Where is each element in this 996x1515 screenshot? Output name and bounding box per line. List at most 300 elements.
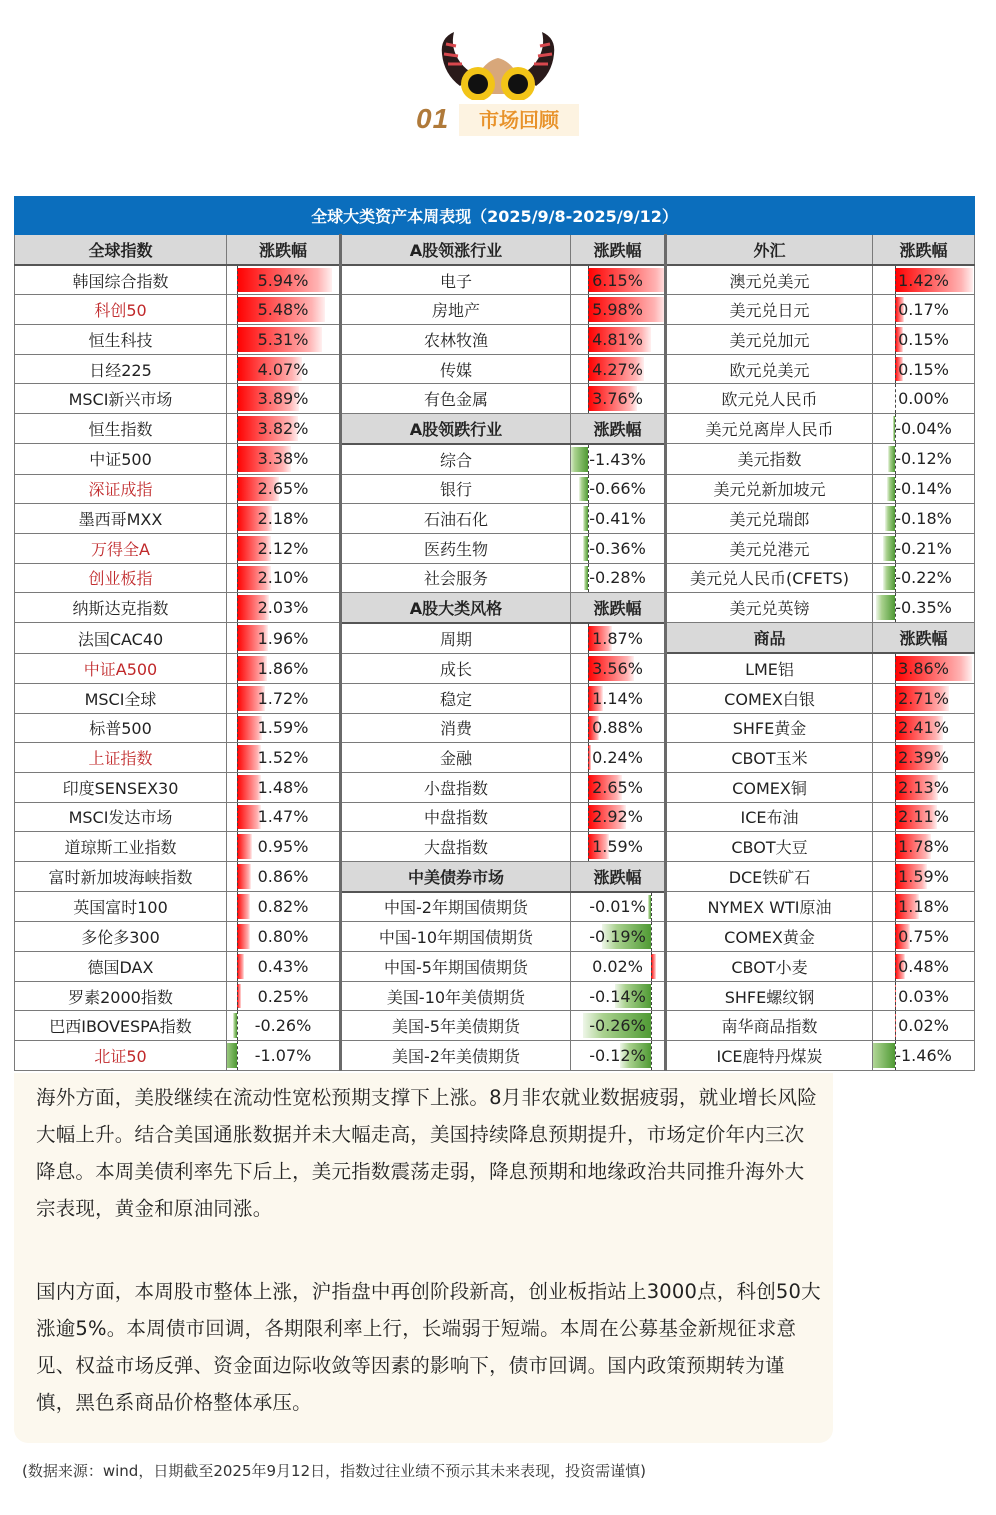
- zero-axis: [895, 982, 896, 1011]
- change-pct-cell: [571, 713, 666, 743]
- change-pct-value: 1.72%: [257, 688, 309, 708]
- column-header-change-pct: 涨跌幅: [571, 593, 666, 623]
- zero-axis: [588, 773, 589, 802]
- asset-name-cell: 罗素2000指数: [15, 981, 227, 1011]
- asset-name-cell: CBOT玉米: [666, 743, 873, 773]
- change-pct-value: 2.12%: [257, 538, 309, 558]
- zero-axis: [237, 982, 238, 1011]
- change-pct-value: -0.22%: [895, 568, 952, 588]
- negative-bar: [885, 506, 895, 531]
- zero-axis: [237, 475, 238, 504]
- change-pct-cell: [571, 295, 666, 325]
- positive-bar: [237, 834, 252, 859]
- change-pct-cell: [873, 265, 975, 295]
- change-pct-cell: [873, 653, 975, 683]
- column-header-change-pct: 涨跌幅: [873, 623, 975, 653]
- change-pct-cell: [227, 533, 341, 563]
- column-header-a-share-styles: A股大类风格: [341, 593, 571, 623]
- change-pct-value: 1.59%: [257, 718, 309, 738]
- asset-name-cell: 欧元兑人民币: [666, 384, 873, 414]
- domestic-commentary: 国内方面，本周股市整体上涨，沪指盘中再创阶段新高，创业板指站上3000点，科创50大涨逾5%。本周债市回调，各期限利率上行，长端弱于短端。本周在公募基金新规征求意见、权益市场反弹、资金面边际收敛等因素的影响下，债市回调。国内政策预期转为谨慎，黑色系商品价格整体承压。: [36, 1280, 821, 1414]
- asset-name-cell: 科创50: [15, 295, 227, 325]
- change-pct-value: 2.03%: [257, 598, 309, 618]
- section-number: 01: [416, 103, 450, 134]
- zero-axis: [237, 534, 238, 563]
- zero-axis: [237, 414, 238, 443]
- change-pct-value: 0.80%: [257, 927, 309, 947]
- zero-axis: [588, 355, 589, 384]
- change-pct-cell: [571, 892, 666, 922]
- change-pct-value: -0.28%: [589, 568, 646, 588]
- table-row: [15, 504, 975, 534]
- change-pct-value: -0.18%: [895, 509, 952, 529]
- change-pct-value: -0.36%: [589, 538, 646, 558]
- change-pct-value: -0.41%: [589, 509, 646, 529]
- change-pct-cell: [571, 832, 666, 862]
- change-pct-value: 0.82%: [257, 897, 309, 917]
- column-header-a-share-leaders: A股领涨行业: [341, 235, 571, 265]
- change-pct-cell: [873, 1041, 975, 1071]
- zero-axis: [237, 593, 238, 622]
- change-pct-value: 3.56%: [592, 658, 643, 678]
- asset-name-cell: 中国-5年期国债期货: [341, 952, 571, 982]
- change-pct-cell: [571, 325, 666, 355]
- column-header-global-indices: 全球指数: [15, 235, 227, 265]
- table-row: [15, 981, 975, 1011]
- change-pct-cell: [571, 384, 666, 414]
- change-pct-cell: [227, 265, 341, 295]
- change-pct-cell: [873, 384, 975, 414]
- negative-bar: [873, 1043, 896, 1068]
- asset-name-cell: 美元兑离岸人民币: [666, 414, 873, 444]
- asset-name-cell: 美元兑港元: [666, 533, 873, 563]
- change-pct-value: 2.13%: [898, 777, 949, 797]
- change-pct-cell: [227, 653, 341, 683]
- change-pct-cell: [227, 713, 341, 743]
- asset-name-cell: 标普500: [15, 713, 227, 743]
- zero-axis: [895, 384, 896, 413]
- asset-name-cell: DCE铁矿石: [666, 861, 873, 891]
- change-pct-value: 2.18%: [257, 509, 309, 529]
- change-pct-cell: [227, 772, 341, 802]
- change-pct-cell: [227, 593, 341, 623]
- change-pct-value: 1.48%: [257, 777, 309, 797]
- change-pct-cell: [571, 444, 666, 474]
- zero-axis: [651, 1011, 652, 1040]
- asset-name-cell: 美国-10年美债期货: [341, 981, 571, 1011]
- change-pct-value: 2.71%: [898, 688, 949, 708]
- change-pct-cell: [571, 922, 666, 952]
- zero-axis: [895, 1011, 896, 1040]
- change-pct-value: 0.15%: [898, 359, 949, 379]
- change-pct-cell: [873, 593, 975, 623]
- asset-name-cell: 中证A500: [15, 653, 227, 683]
- zero-axis: [895, 266, 896, 295]
- table-row: [15, 861, 975, 891]
- asset-name-cell: 医药生物: [341, 533, 571, 563]
- change-pct-value: 1.59%: [592, 837, 643, 857]
- zero-axis: [237, 832, 238, 861]
- change-pct-value: -0.01%: [589, 897, 646, 917]
- asset-name-cell: 纳斯达克指数: [15, 593, 227, 623]
- change-pct-cell: [571, 952, 666, 982]
- change-pct-cell: [227, 683, 341, 713]
- change-pct-value: 2.10%: [257, 568, 309, 588]
- change-pct-cell: [873, 713, 975, 743]
- change-pct-cell: [873, 533, 975, 563]
- change-pct-value: 5.98%: [592, 300, 643, 320]
- change-pct-cell: [227, 474, 341, 504]
- change-pct-cell: [227, 892, 341, 922]
- asset-name-cell: 道琼斯工业指数: [15, 832, 227, 862]
- table-row: [15, 354, 975, 384]
- change-pct-value: 5.48%: [257, 300, 309, 320]
- zero-axis: [237, 295, 238, 324]
- change-pct-cell: [571, 772, 666, 802]
- negative-bar: [888, 446, 895, 471]
- change-pct-cell: [873, 952, 975, 982]
- change-pct-value: 0.48%: [898, 956, 949, 976]
- negative-bar: [887, 477, 895, 502]
- change-pct-cell: [227, 295, 341, 325]
- asset-name-cell: 中国-10年期国债期货: [341, 922, 571, 952]
- asset-name-cell: 中国-2年期国债期货: [341, 892, 571, 922]
- asset-name-cell: 南华商品指数: [666, 1011, 873, 1041]
- asset-name-cell: 日经225: [15, 354, 227, 384]
- asset-name-cell: MSCI新兴市场: [15, 384, 227, 414]
- change-pct-value: 4.07%: [257, 359, 309, 379]
- commentary-box: [14, 1073, 833, 1443]
- change-pct-value: 0.75%: [898, 927, 949, 947]
- zero-axis: [895, 743, 896, 772]
- asset-name-cell: COMEX黄金: [666, 922, 873, 952]
- zero-axis: [237, 714, 238, 743]
- change-pct-cell: [227, 952, 341, 982]
- change-pct-cell: [227, 504, 341, 534]
- change-pct-value: -0.04%: [895, 419, 952, 439]
- table-row: [15, 414, 975, 444]
- table-row: [15, 892, 975, 922]
- asset-name-cell: CBOT小麦: [666, 952, 873, 982]
- change-pct-cell: [227, 1011, 341, 1041]
- asset-name-cell: 周期: [341, 623, 571, 653]
- column-header-change-pct: 涨跌幅: [571, 414, 666, 444]
- change-pct-cell: [873, 354, 975, 384]
- change-pct-value: 1.87%: [592, 628, 643, 648]
- table-row: [15, 563, 975, 593]
- change-pct-cell: [571, 653, 666, 683]
- change-pct-value: -1.43%: [589, 449, 646, 469]
- zero-axis: [588, 714, 589, 743]
- asset-name-cell: 上证指数: [15, 743, 227, 773]
- zero-axis: [895, 355, 896, 384]
- table-row: [15, 623, 975, 653]
- asset-name-cell: 农林牧渔: [341, 325, 571, 355]
- asset-name-cell: 德国DAX: [15, 952, 227, 982]
- table-row: [15, 743, 975, 773]
- change-pct-value: 4.81%: [592, 329, 643, 349]
- asset-name-cell: 美元兑瑞郎: [666, 504, 873, 534]
- change-pct-value: 5.31%: [257, 329, 309, 349]
- asset-name-cell: LME铝: [666, 653, 873, 683]
- positive-bar: [237, 954, 244, 979]
- positive-bar: [237, 894, 250, 919]
- change-pct-value: 3.38%: [257, 449, 309, 469]
- change-pct-cell: [227, 1041, 341, 1071]
- zero-axis: [895, 714, 896, 743]
- zero-axis: [588, 803, 589, 832]
- change-pct-cell: [571, 1011, 666, 1041]
- asset-name-cell: 美元兑加元: [666, 325, 873, 355]
- change-pct-cell: [227, 563, 341, 593]
- table-row: [15, 444, 975, 474]
- change-pct-cell: [873, 981, 975, 1011]
- change-pct-cell: [571, 563, 666, 593]
- change-pct-value: 0.02%: [898, 1016, 949, 1036]
- negative-bar: [883, 566, 895, 591]
- zero-axis: [237, 325, 238, 354]
- zero-axis: [651, 922, 652, 951]
- table-row: [15, 265, 975, 295]
- zero-axis: [237, 266, 238, 295]
- zero-axis: [237, 743, 238, 772]
- change-pct-cell: [873, 832, 975, 862]
- change-pct-value: 0.95%: [257, 837, 309, 857]
- negative-bar: [579, 477, 588, 502]
- negative-bar: [876, 595, 895, 620]
- change-pct-cell: [571, 1041, 666, 1071]
- change-pct-cell: [227, 444, 341, 474]
- change-pct-value: 3.82%: [257, 419, 309, 439]
- change-pct-cell: [873, 474, 975, 504]
- change-pct-cell: [873, 772, 975, 802]
- table-row: [15, 653, 975, 683]
- change-pct-cell: [873, 414, 975, 444]
- zero-axis: [895, 892, 896, 921]
- zero-axis: [237, 922, 238, 951]
- change-pct-value: 2.65%: [257, 479, 309, 499]
- change-pct-cell: [227, 981, 341, 1011]
- zero-axis: [651, 893, 652, 922]
- table-row: [15, 713, 975, 743]
- asset-name-cell: ICE鹿特丹煤炭: [666, 1041, 873, 1071]
- asset-name-cell: COMEX白银: [666, 683, 873, 713]
- asset-name-cell: NYMEX WTI原油: [666, 892, 873, 922]
- zero-axis: [895, 773, 896, 802]
- change-pct-value: 1.14%: [592, 688, 643, 708]
- change-pct-value: 0.15%: [898, 329, 949, 349]
- change-pct-value: 3.89%: [257, 389, 309, 409]
- change-pct-value: 1.78%: [898, 837, 949, 857]
- column-header-a-share-laggards: A股领跌行业: [341, 414, 571, 444]
- asset-name-cell: 传媒: [341, 354, 571, 384]
- table-row: [15, 593, 975, 623]
- asset-name-cell: 澳元兑美元: [666, 265, 873, 295]
- asset-name-cell: 恒生科技: [15, 325, 227, 355]
- asset-name-cell: 印度SENSEX30: [15, 772, 227, 802]
- table-row: [15, 533, 975, 563]
- change-pct-cell: [571, 533, 666, 563]
- change-pct-cell: [227, 861, 341, 891]
- change-pct-cell: [571, 504, 666, 534]
- asset-name-cell: COMEX铜: [666, 772, 873, 802]
- change-pct-cell: [227, 325, 341, 355]
- zero-axis: [895, 684, 896, 713]
- zero-axis: [588, 684, 589, 713]
- asset-name-cell: 银行: [341, 474, 571, 504]
- change-pct-value: -0.14%: [589, 986, 646, 1006]
- zero-axis: [237, 1011, 238, 1040]
- change-pct-value: 1.96%: [257, 628, 309, 648]
- overseas-commentary: 海外方面，美股继续在流动性宽松预期支撑下上涨。8月非农就业数据疲弱，就业增长风险大幅上升。结合美国通胀数据并未大幅走高，美国持续降息预期提升，市场定价年内三次降息。本周美债利率先下后上，美元指数震荡走弱，降息预期和地缘政治共同推升海外大宗表现，黄金和原油同涨。: [36, 1086, 817, 1220]
- change-pct-cell: [873, 325, 975, 355]
- table-row: [15, 384, 975, 414]
- change-pct-cell: [227, 743, 341, 773]
- zero-axis: [895, 325, 896, 354]
- change-pct-value: 1.47%: [257, 807, 309, 827]
- change-pct-value: 1.86%: [257, 658, 309, 678]
- header-row: [15, 235, 975, 265]
- zero-axis: [237, 444, 238, 473]
- column-header-fx: 外汇: [666, 235, 873, 265]
- change-pct-value: 0.25%: [257, 986, 309, 1006]
- zero-axis: [895, 862, 896, 891]
- change-pct-value: 3.76%: [592, 389, 643, 409]
- section-title: 市场回顾: [459, 104, 579, 136]
- change-pct-value: 2.65%: [592, 777, 643, 797]
- change-pct-value: 6.15%: [592, 270, 643, 290]
- bull-mascot-icon: [430, 28, 566, 100]
- negative-bar: [227, 1043, 238, 1068]
- zero-axis: [237, 623, 238, 652]
- change-pct-cell: [873, 861, 975, 891]
- asset-name-cell: 有色金属: [341, 384, 571, 414]
- zero-axis: [237, 1041, 238, 1070]
- change-pct-cell: [227, 414, 341, 444]
- table-row: [15, 325, 975, 355]
- zero-axis: [588, 384, 589, 413]
- column-header-change-pct: 涨跌幅: [571, 235, 666, 265]
- change-pct-cell: [571, 802, 666, 832]
- change-pct-cell: [227, 922, 341, 952]
- change-pct-value: 1.52%: [257, 748, 309, 768]
- zero-axis: [588, 266, 589, 295]
- change-pct-cell: [571, 683, 666, 713]
- asset-name-cell: 北证50: [15, 1041, 227, 1071]
- change-pct-cell: [227, 384, 341, 414]
- change-pct-value: -0.26%: [589, 1016, 646, 1036]
- column-header-commodities: 商品: [666, 623, 873, 653]
- zero-axis: [237, 952, 238, 981]
- zero-axis: [651, 952, 652, 981]
- asset-name-cell: 富时新加坡海峡指数: [15, 861, 227, 891]
- asset-name-cell: 英国富时100: [15, 892, 227, 922]
- table-row: [15, 295, 975, 325]
- table-row: [15, 1011, 975, 1041]
- change-pct-cell: [227, 832, 341, 862]
- change-pct-value: 2.11%: [898, 807, 949, 827]
- asset-name-cell: 恒生指数: [15, 414, 227, 444]
- asset-name-cell: 创业板指: [15, 563, 227, 593]
- zero-axis: [588, 295, 589, 324]
- change-pct-cell: [227, 354, 341, 384]
- change-pct-cell: [873, 563, 975, 593]
- change-pct-value: -0.12%: [895, 449, 952, 469]
- change-pct-value: 2.92%: [592, 807, 643, 827]
- change-pct-value: -0.12%: [589, 1045, 646, 1065]
- zero-axis: [237, 684, 238, 713]
- asset-performance-table: [14, 196, 975, 1071]
- zero-axis: [588, 832, 589, 861]
- asset-name-cell: CBOT大豆: [666, 832, 873, 862]
- change-pct-cell: [571, 743, 666, 773]
- change-pct-cell: [873, 444, 975, 474]
- positive-bar: [237, 805, 261, 830]
- change-pct-value: -1.07%: [254, 1045, 312, 1065]
- zero-axis: [895, 922, 896, 951]
- asset-name-cell: 石油石化: [341, 504, 571, 534]
- change-pct-value: 4.27%: [592, 359, 643, 379]
- change-pct-value: 2.39%: [898, 748, 949, 768]
- asset-name-cell: 多伦多300: [15, 922, 227, 952]
- zero-axis: [588, 654, 589, 683]
- zero-axis: [588, 624, 589, 653]
- change-pct-value: 0.86%: [257, 867, 309, 887]
- change-pct-cell: [873, 504, 975, 534]
- change-pct-value: -0.19%: [589, 927, 646, 947]
- asset-name-cell: 大盘指数: [341, 832, 571, 862]
- asset-name-cell: 电子: [341, 265, 571, 295]
- zero-axis: [895, 952, 896, 981]
- asset-name-cell: 美元兑日元: [666, 295, 873, 325]
- asset-name-cell: SHFE螺纹钢: [666, 981, 873, 1011]
- column-header-bonds: 中美债券市场: [341, 861, 571, 891]
- asset-name-cell: 美国-5年美债期货: [341, 1011, 571, 1041]
- zero-axis: [237, 504, 238, 533]
- change-pct-value: 1.18%: [898, 897, 949, 917]
- change-pct-value: 0.02%: [592, 956, 643, 976]
- zero-axis: [237, 892, 238, 921]
- section-header: [0, 0, 996, 150]
- data-source-footnote: (数据来源：wind，日期截至2025年9月12日，指数过往业绩不预示其未来表现，投资需谨慎): [22, 1462, 646, 1480]
- asset-name-cell: 社会服务: [341, 563, 571, 593]
- table-row: [15, 802, 975, 832]
- change-pct-value: 0.00%: [898, 389, 949, 409]
- asset-name-cell: SHFE黄金: [666, 713, 873, 743]
- asset-name-cell: 法国CAC40: [15, 623, 227, 653]
- column-header-change-pct: 涨跌幅: [571, 861, 666, 891]
- change-pct-value: 3.86%: [898, 658, 949, 678]
- zero-axis: [237, 862, 238, 891]
- asset-name-cell: 韩国综合指数: [15, 265, 227, 295]
- change-pct-cell: [873, 743, 975, 773]
- negative-bar: [883, 536, 895, 561]
- change-pct-value: 5.94%: [257, 270, 309, 290]
- change-pct-cell: [873, 922, 975, 952]
- change-pct-value: 0.17%: [898, 300, 949, 320]
- positive-bar: [237, 864, 251, 889]
- change-pct-cell: [571, 474, 666, 504]
- asset-name-cell: ICE布油: [666, 802, 873, 832]
- asset-name-cell: 万得全A: [15, 533, 227, 563]
- change-pct-cell: [873, 295, 975, 325]
- asset-name-cell: 中证500: [15, 444, 227, 474]
- change-pct-value: -0.21%: [895, 538, 952, 558]
- change-pct-cell: [571, 354, 666, 384]
- zero-axis: [895, 803, 896, 832]
- asset-name-cell: 美元兑人民币(CFETS): [666, 563, 873, 593]
- zero-axis: [237, 564, 238, 593]
